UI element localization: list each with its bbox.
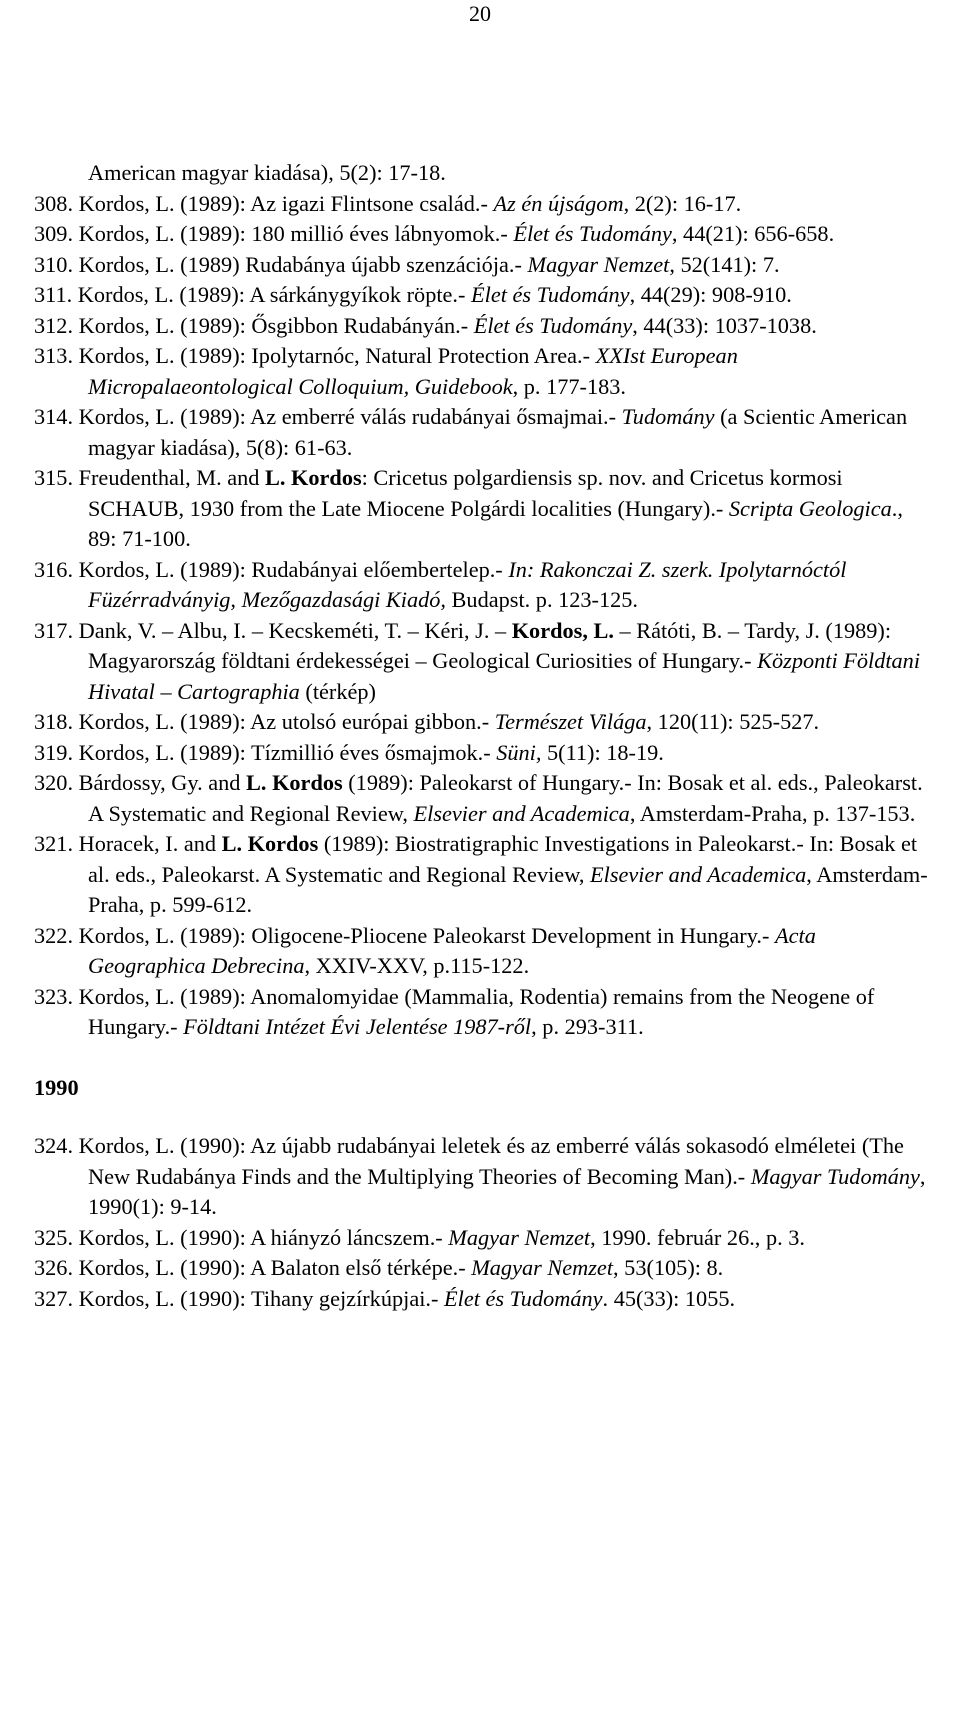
entry-number: 322. (34, 922, 74, 948)
reference-entry-317: 317. Dank, V. – Albu, I. – Kecskeméti, T. – Kéri, J. – Kordos, L. – Rátóti, B. – Tardy, J. (1989): Magyarország földtani érdekességei – Geological Curiosities of Hungary.- Központi Földtani Hivatal – Cartographia (térkép) (34, 617, 921, 704)
entry-number: 321. (34, 831, 74, 856)
reference-entry-311: 311. Kordos, L. (1989): A sárkánygyíkok röpte.- Élet és Tudomány, 44(29): 908-910. (34, 282, 792, 307)
entry-number: 309. (34, 221, 74, 246)
reference-entry-322: 322. Kordos, L. (1989): Oligocene-Pliocene Paleokarst Development in Hungary.- Acta Geographica Debrecina, XXIV-XXV, p.115-122. (34, 922, 816, 978)
reference-entry-321: 321. Horacek, I. and L. Kordos (1989): Biostratigraphic Investigations in Paleokarst.- In: Bosak et al. eds., Paleokarst. A Systematic and Regional Review, Elsevier and Academica, Amsterdam-Praha, p. 599-612. (34, 831, 928, 917)
reference-list (34, 158, 934, 1314)
reference-entry-313: 313. Kordos, L. (1989): Ipolytarnóc, Natural Protection Area.- XXIst European Micropalaeontological Colloquium, Guidebook, p. 177-183. (34, 343, 738, 399)
entry-number: 316. (34, 556, 74, 582)
year-heading: 1990 (34, 1074, 79, 1100)
reference-entry-320: 320. Bárdossy, Gy. and L. Kordos (1989): Paleokarst of Hungary.- In: Bosak et al. eds., Paleokarst. A Systematic and Regional Review, Elsevier and Academica, Amsterdam-Praha, p. 137-153. (34, 770, 923, 826)
entry-number: 324. (34, 1133, 74, 1158)
reference-entry-308: 308. Kordos, L. (1989): Az igazi Flintsone család.- Az én újságom, 2(2): 16-17. (34, 190, 742, 216)
entry-number: 325. (34, 1224, 74, 1250)
reference-entry-continuation: American magyar kiadása), 5(2): 17-18. (88, 160, 446, 185)
reference-entry-315: 315. Freudenthal, M. and L. Kordos: Cricetus polgardiensis sp. nov. and Cricetus kormosi SCHAUB, 1930 from the Late Miocene Polgárdi localities (Hungary).- Scripta Geologica., 89: 71-100. (34, 465, 903, 551)
reference-entry-324: 324. Kordos, L. (1990): Az újabb rudabányai leletek és az emberré válás sokasodó elméletei (The New Rudabánya Finds and the Multiplying Theories of Becoming Man).- Magyar Tudomány, 1990(1): 9-14. (34, 1133, 926, 1219)
entry-number: 313. (34, 343, 74, 368)
reference-entry-327: 327. Kordos, L. (1990): Tihany gejzírkúpjai.- Élet és Tudomány. 45(33): 1055. (34, 1285, 736, 1311)
page-number: 20 (469, 1, 491, 26)
entry-number: 319. (34, 739, 74, 765)
reference-entry-319: 319. Kordos, L. (1989): Tízmillió éves ősmajmok.- Süni, 5(11): 18-19. (34, 739, 664, 765)
entry-number: 318. (34, 709, 74, 734)
entry-number: 320. (34, 770, 74, 795)
reference-entry-318: 318. Kordos, L. (1989): Az utolsó európai gibbon.- Természet Világa, 120(11): 525-527. (34, 709, 820, 734)
entry-number: 312. (34, 312, 74, 338)
reference-entry-314: 314. Kordos, L. (1989): Az emberré válás rudabányai ősmajmai.- Tudomány (a Scientic American magyar kiadása), 5(8): 61-63. (34, 404, 908, 460)
entry-number: 311. (34, 282, 73, 307)
reference-entry-323: 323. Kordos, L. (1989): Anomalomyidae (Mammalia, Rodentia) remains from the Neogene of Hungary.- Földtani Intézet Évi Jelentése 1987-ről, p. 293-311. (34, 983, 875, 1039)
reference-entry-312: 312. Kordos, L. (1989): Ősgibbon Rudabányán.- Élet és Tudomány, 44(33): 1037-1038. (34, 312, 817, 338)
entry-number: 327. (34, 1285, 74, 1311)
reference-entry-326: 326. Kordos, L. (1990): A Balaton első térképe.- Magyar Nemzet, 53(105): 8. (34, 1255, 724, 1280)
entry-number: 326. (34, 1255, 74, 1280)
entry-number: 314. (34, 404, 74, 429)
entry-number: 317. (34, 617, 74, 643)
reference-entry-309: 309. Kordos, L. (1989): 180 millió éves lábnyomok.- Élet és Tudomány, 44(21): 656-658. (34, 221, 835, 246)
entry-number: 323. (34, 983, 74, 1009)
entry-number: 310. (34, 251, 74, 277)
reference-entry-325: 325. Kordos, L. (1990): A hiányzó láncszem.- Magyar Nemzet, 1990. február 26., p. 3. (34, 1224, 805, 1250)
reference-entry-310: 310. Kordos, L. (1989) Rudabánya újabb szenzációja.- Magyar Nemzet, 52(141): 7. (34, 251, 780, 277)
entry-number: 308. (34, 190, 74, 216)
entry-number: 315. (34, 465, 74, 490)
reference-entry-316: 316. Kordos, L. (1989): Rudabányai előembertelep.- In: Rakonczai Z. szerk. Ipolytarnóctól Füzérradványig, Mezőgazdasági Kiadó, Budapst. p. 123-125. (34, 556, 847, 612)
